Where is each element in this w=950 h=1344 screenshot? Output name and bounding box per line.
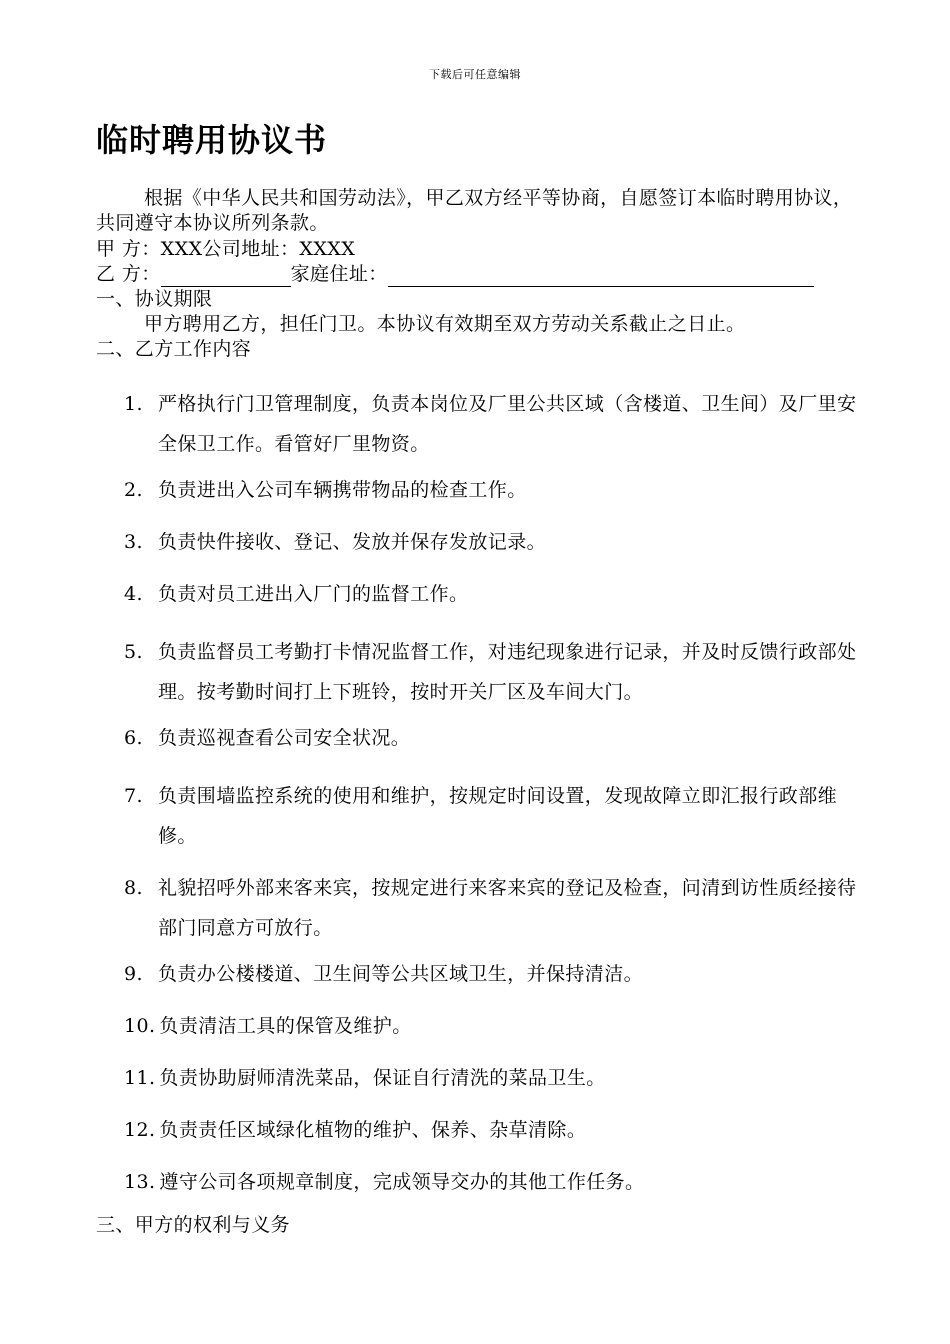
item-text: 负责快件接收、登记、发放并保存发放记录。 (158, 531, 547, 553)
list-item (124, 776, 868, 856)
item-number: 1. (124, 393, 143, 415)
list-item (124, 1012, 868, 1040)
party-b-address-label: 家庭住址： (290, 263, 388, 285)
list-item (124, 632, 868, 712)
item-text: 负责清洁工具的保管及维护。 (159, 1015, 412, 1037)
item-number: 12. (124, 1119, 156, 1141)
item-number: 9. (124, 963, 143, 985)
section-1-heading: 一、协议期限 (96, 288, 213, 310)
item-text: 负责办公楼楼道、卫生间等公共区域卫生，并保持清洁。 (158, 963, 644, 985)
item-number: 10. (124, 1015, 156, 1037)
list-item (124, 580, 868, 608)
list-item (124, 868, 868, 948)
item-text: 负责对员工进出入厂门的监督工作。 (158, 583, 469, 605)
item-text: 礼貌招呼外部来客来宾，按规定进行来客来宾的登记及检查，问清到访性质经接待部门同意方可放行。 (158, 877, 857, 939)
duty-list (124, 384, 868, 1220)
item-number: 11. (124, 1067, 156, 1089)
party-b-address-blank[interactable] (388, 268, 814, 287)
list-item (124, 528, 868, 556)
list-item (124, 384, 868, 464)
item-number: 6. (124, 727, 143, 749)
item-text: 负责进出入公司车辆携带物品的检查工作。 (158, 479, 527, 501)
section-2-heading: 二、乙方工作内容 (96, 338, 252, 360)
list-item (124, 960, 868, 988)
item-number: 8. (124, 877, 143, 899)
list-item (124, 1116, 868, 1144)
party-a-line (96, 237, 866, 262)
list-item (124, 1064, 868, 1092)
list-item (124, 1168, 868, 1196)
intro-paragraph (96, 186, 866, 236)
party-b-line (96, 262, 866, 287)
item-number: 3. (124, 531, 143, 553)
item-number: 2. (124, 479, 143, 501)
item-number: 5. (124, 641, 143, 663)
header-note: 下载后可任意编辑 (429, 68, 521, 81)
document-title: 临时聘用协议书 (96, 121, 328, 159)
item-text: 遵守公司各项规章制度，完成领导交办的其他工作任务。 (159, 1171, 645, 1193)
party-a-address: 地址：XXXX (241, 238, 356, 260)
list-item (124, 476, 868, 504)
item-number: 4. (124, 583, 143, 605)
party-b-label: 乙 方： (96, 263, 161, 285)
item-text: 负责责任区域绿化植物的维护、保养、杂草清除。 (159, 1119, 587, 1141)
section-3-heading: 三、甲方的权利与义务 (96, 1214, 291, 1236)
intro-text: 根据《中华人民共和国劳动法》，甲乙双方经平等协商，自愿签订本临时聘用协议，共同遵守本协议所列条款。 (96, 187, 853, 234)
item-text: 负责协助厨师清洗菜品，保证自行清洗的菜品卫生。 (159, 1067, 606, 1089)
item-text: 负责监督员工考勤打卡情况监督工作，对违纪现象进行记录，并及时反馈行政部处理。按考勤时间打上下班铃，按时开关厂区及车间大门。 (158, 641, 857, 703)
section-1-body: 甲方聘用乙方，担任门卫。本协议有效期至双方劳动关系截止之日止。 (144, 313, 746, 335)
party-b-name-blank[interactable] (161, 268, 291, 287)
item-text: 严格执行门卫管理制度，负责本岗位及厂里公共区域（含楼道、卫生间）及厂里安全保卫工作。看管好厂里物资。 (158, 393, 857, 455)
item-text: 负责巡视查看公司安全状况。 (158, 727, 411, 749)
item-text: 负责围墙监控系统的使用和维护，按规定时间设置，发现故障立即汇报行政部维修。 (158, 785, 838, 847)
party-a-label: 甲 方：XXX公司 (96, 238, 242, 260)
list-item (124, 724, 868, 752)
item-number: 13. (124, 1171, 156, 1193)
item-number: 7. (124, 785, 143, 807)
